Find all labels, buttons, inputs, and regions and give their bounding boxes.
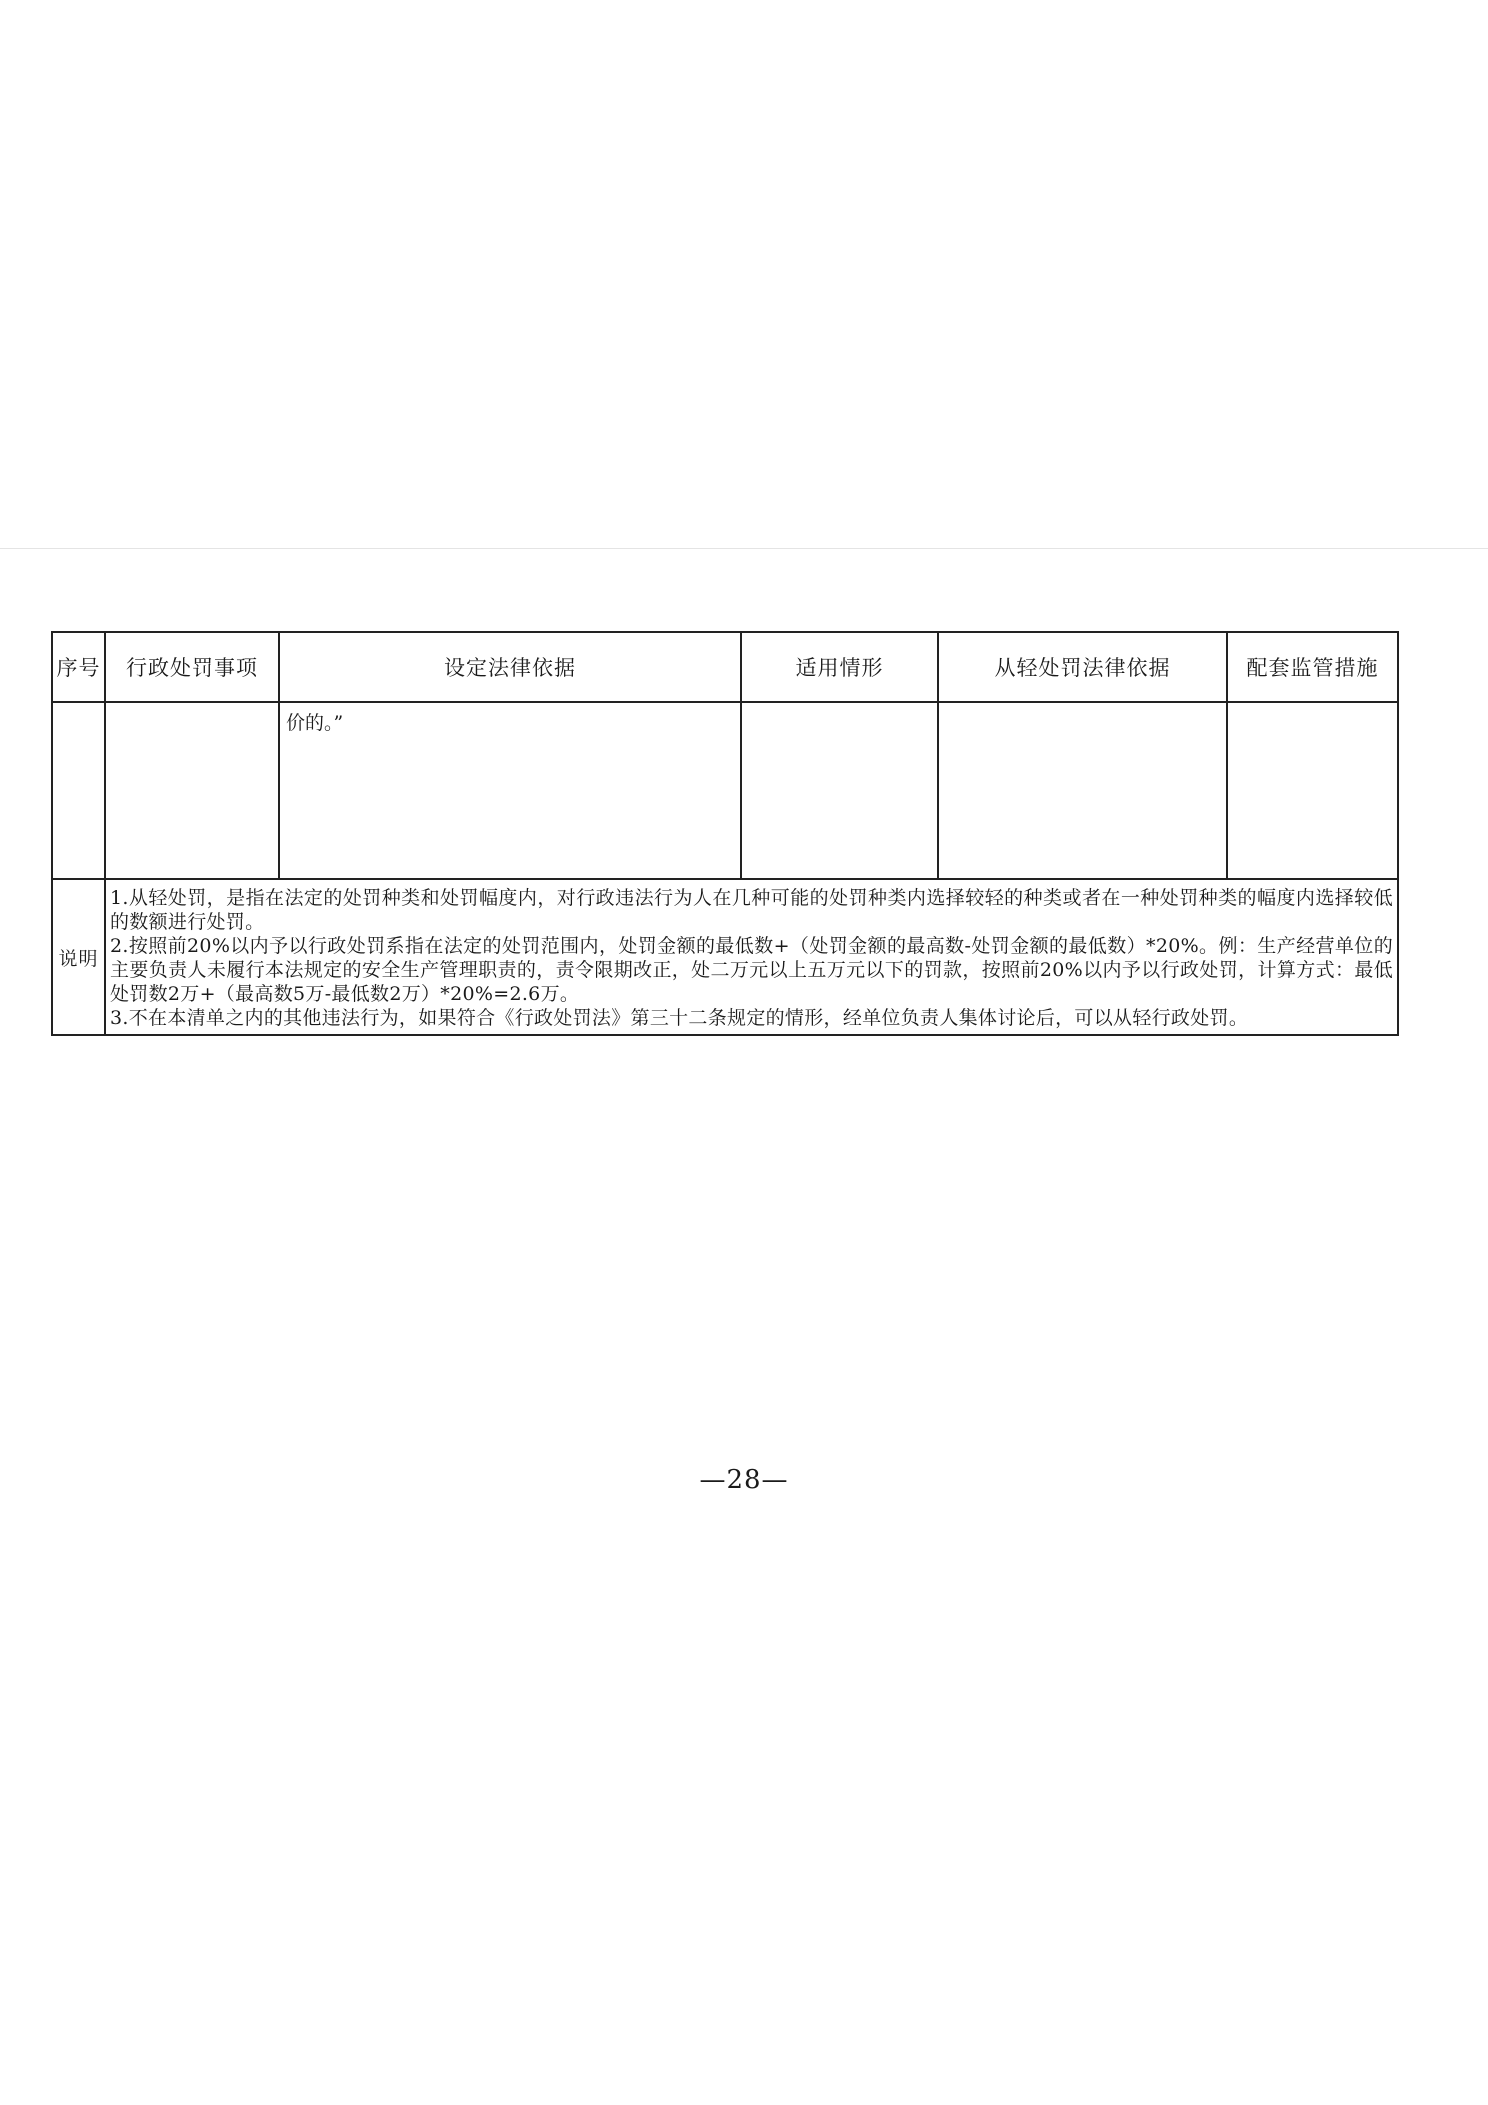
notes-content [105,879,1398,1035]
header-situation: 适用情形 [741,632,938,702]
header-seq: 序号 [52,632,105,702]
header-item: 行政处罚事项 [105,632,279,702]
notes-label: 说明 [52,879,105,1035]
page-number: —28— [699,1465,789,1495]
notes-row [52,879,1398,1035]
cell-seq [52,702,105,879]
header-lenient-basis: 从轻处罚法律依据 [938,632,1227,702]
note-item: 2.按照前20%以内予以行政处罚系指在法定的处罚范围内，处罚金额的最低数+（处罚金额的最高数-处罚金额的最低数）*20%。例：生产经营单位的主要负责人未履行本法规定的安全生产管理职责的，责令限期改正，处二万元以上五万元以下的罚款，按照前20%以内予以行政处罚，计算方式：最低处罚数2万+（最高数5万-最低数2万）*20%=2.6万。 [110,935,1393,1005]
scan-fold-line [0,548,1488,549]
basis-text: 价的。” [286,712,344,734]
header-measures: 配套监管措施 [1227,632,1398,702]
table-row [52,702,1398,879]
note-item: 1.从轻处罚，是指在法定的处罚种类和处罚幅度内，对行政违法行为人在几种可能的处罚种类内选择较轻的种类或者在一种处罚种类的幅度内选择较低的数额进行处罚。 [110,887,1393,933]
header-basis: 设定法律依据 [279,632,741,702]
cell-item [105,702,279,879]
cell-measures [1227,702,1398,879]
cell-lenient-basis [938,702,1227,879]
cell-basis [279,702,741,879]
table-header-row [52,632,1398,702]
penalty-table [51,631,1399,1036]
cell-situation [741,702,938,879]
note-item: 3.不在本清单之内的其他违法行为，如果符合《行政处罚法》第三十二条规定的情形，经单位负责人集体讨论后，可以从轻行政处罚。 [110,1007,1249,1029]
